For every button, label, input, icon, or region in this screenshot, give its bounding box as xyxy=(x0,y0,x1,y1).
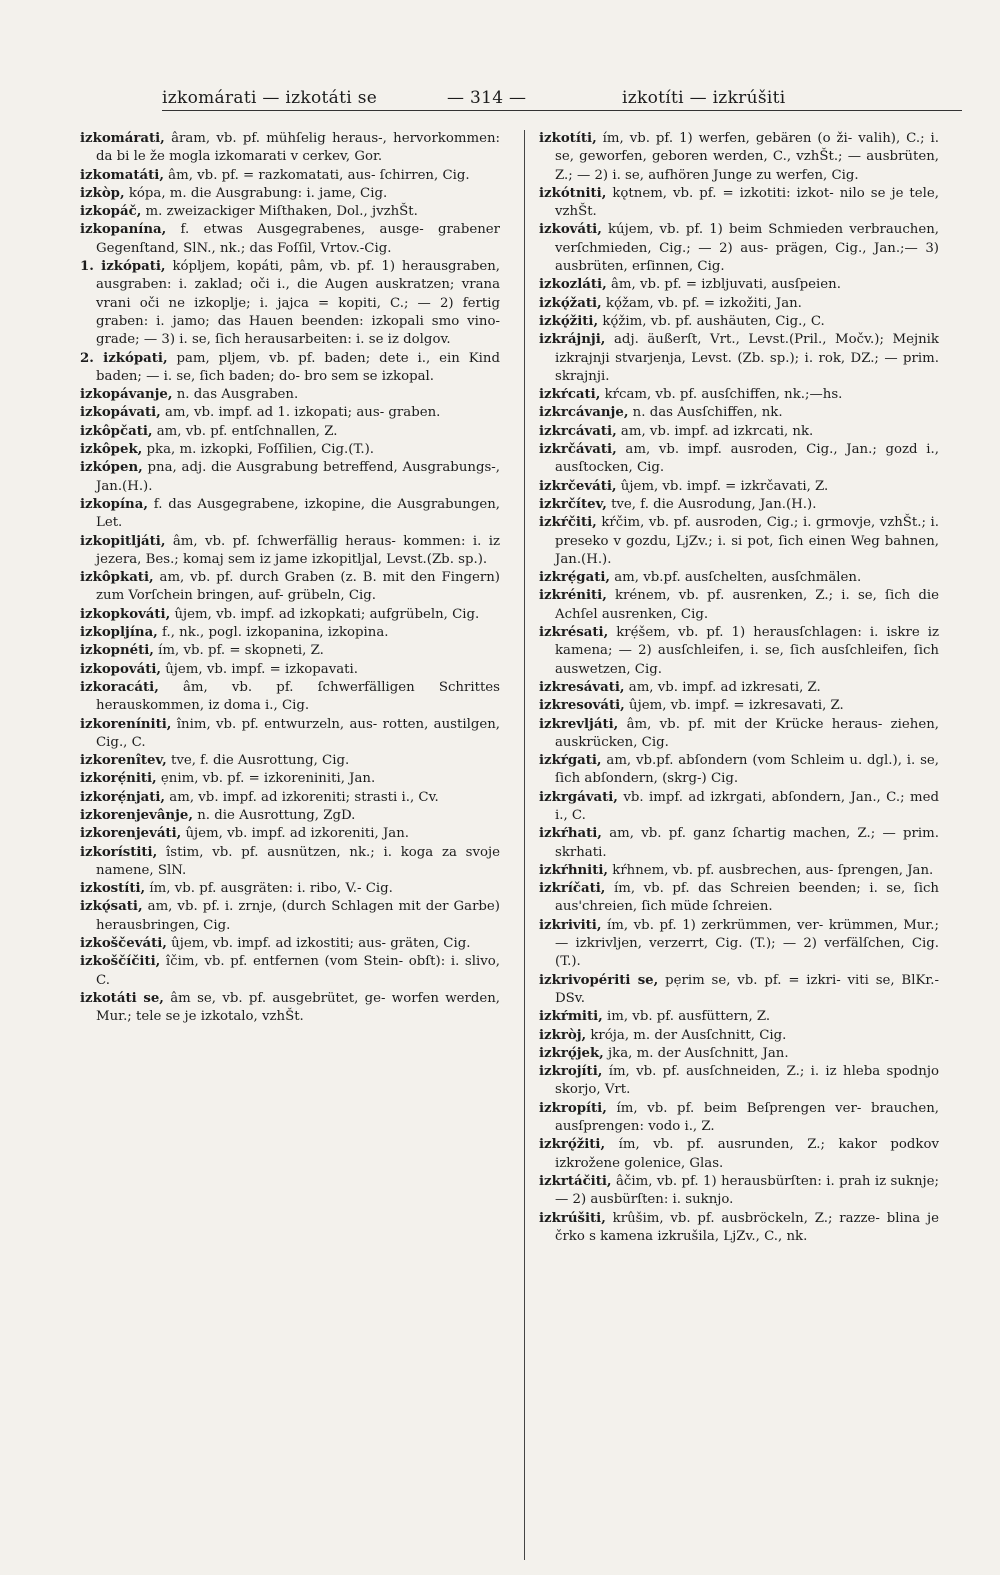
entry-definition: kópljem, kopáti, pâm, vb. pf. 1) herausgraben, ausgraben: i. zaklad; oči i., die Augen auskratzen; vrana vrani oči ne izkoplje; i. jajca = kopiti, C.; — 2) fertig graben: i. jamo; das Hauen beenden: izkopali smo vino- grade; — 3) i. se, ſich herausarbeiten: i. se iz dolgov. xyxy=(96,259,501,348)
dictionary-entry xyxy=(539,295,939,313)
entry-definition: îčim, vb. pf. entfernen (vom Stein- obſt): i. slivo, C. xyxy=(96,954,500,988)
dictionary-entry xyxy=(539,276,939,294)
dictionary-entry xyxy=(80,624,500,642)
entry-headword: izkrúšiti, xyxy=(539,1210,606,1226)
entry-definition: kópa, m. die Ausgrabung: i. jame, Cig. xyxy=(124,185,388,201)
dictionary-entry xyxy=(539,1136,939,1173)
entry-definition: am, vb. impf. ad izkrcati, nk. xyxy=(616,423,814,439)
entry-definition: kǫtnem, vb. pf. = izkotiti: izkot- nilo se je tele, vzhŠt. xyxy=(555,185,939,220)
entry-headword: izkópen, xyxy=(80,460,143,476)
entry-headword: izkresávati, xyxy=(539,679,625,695)
entry-definition: âčim, vb. pf. 1) herausbürſten: i. prah iz suknje; — 2) ausbürſten: i. suknjo. xyxy=(555,1173,939,1208)
running-head xyxy=(102,74,920,108)
entry-headword: izkŕčiti, xyxy=(539,515,597,531)
entry-headword: izkriviti, xyxy=(539,917,602,933)
entry-headword: izkrivopériti se, xyxy=(539,972,659,988)
entry-headword: izkopáč, xyxy=(80,204,142,220)
dictionary-entry xyxy=(539,880,939,917)
entry-definition: vb. impf. ad izkrgati, abſondern, Jan., C.; med i., C. xyxy=(555,789,939,823)
entry-headword: izkrẹ́gati, xyxy=(539,570,611,586)
entry-definition: âm, vb. pf. mit der Krücke heraus- ziehen, auskrücken, Cig. xyxy=(555,716,939,750)
entry-headword: 2. izkópati, xyxy=(80,350,168,366)
entry-headword: izkŕhniti, xyxy=(539,862,609,878)
dictionary-entry xyxy=(80,441,500,459)
entry-definition: ím, vb. pf. ausgräten: i. ribo, V.- Cig. xyxy=(145,881,393,897)
dictionary-entry xyxy=(539,313,939,331)
dictionary-entry xyxy=(80,167,500,185)
dictionary-entry xyxy=(80,661,500,679)
dictionary-entry xyxy=(80,569,500,606)
dictionary-entry xyxy=(539,825,939,862)
entry-definition: m. zweizackiger Miſthaken, Dol., jvzhŠt. xyxy=(141,204,418,220)
dictionary-entry xyxy=(539,1008,939,1026)
dictionary-entry xyxy=(80,423,500,441)
entry-definition: âm, vb. pf. = izbljuvati, ausſpeien. xyxy=(606,277,841,293)
dictionary-entry xyxy=(80,953,500,990)
entry-headword: izkorenjevânje, xyxy=(80,807,193,823)
entry-definition: am, vb. pf. i. zrnje, (durch Schlagen mit der Garbe) herausbringen, Cig. xyxy=(96,899,500,933)
dictionary-entry xyxy=(539,1027,939,1045)
dictionary-entry xyxy=(80,258,500,349)
entry-headword: izkǫ́žati, xyxy=(539,295,602,311)
entry-definition: pam, pljem, vb. pf. baden; dete i., ein Kind baden; — i. se, ſich baden; do- bro sem se izkopal. xyxy=(96,350,500,384)
dictionary-entry xyxy=(539,441,939,478)
entry-headword: izkrojíti, xyxy=(539,1064,603,1080)
entry-headword: izkŕgati, xyxy=(539,753,602,769)
entry-headword: izkorístiti, xyxy=(80,844,158,860)
entry-definition: n. das Ausgraben. xyxy=(172,387,299,403)
entry-headword: izkropíti, xyxy=(539,1100,607,1116)
entry-headword: izkorẹ́niti, xyxy=(80,771,157,787)
dictionary-entry xyxy=(539,331,939,386)
dictionary-entry xyxy=(80,679,500,716)
entry-headword: izkoščeváti, xyxy=(80,936,167,952)
entry-definition: ûjem, vb. impf. ad izkoreniti, Jan. xyxy=(181,826,409,842)
header-left-range: izkomárati — izkotáti se xyxy=(162,88,378,108)
entry-definition: kǫ́žam, vb. pf. = izkožiti, Jan. xyxy=(601,295,802,311)
entry-definition: n. die Ausrottung, ZgD. xyxy=(193,807,356,823)
dictionary-entry xyxy=(80,880,500,898)
entry-headword: izkopováti, xyxy=(80,661,162,677)
entry-definition: am, vb. impf. ad izkoreniti; strasti i., Cv. xyxy=(165,789,439,805)
dictionary-entry xyxy=(80,935,500,953)
dictionary-entry xyxy=(80,130,500,167)
entry-definition: âm, vb. pf. = razkomatati, aus- ſchirren, Cig. xyxy=(163,167,470,183)
dictionary-entry xyxy=(539,1100,939,1137)
entry-definition: kǫ́žim, vb. pf. aushäuten, Cig., C. xyxy=(598,313,825,329)
entry-headword: izkopína, xyxy=(80,496,148,512)
entry-definition: n. das Ausſchiffen, nk. xyxy=(628,405,783,421)
header-rule xyxy=(162,110,962,111)
entry-headword: izkorenîtev, xyxy=(80,753,167,769)
entry-definition: kújem, vb. pf. 1) beim Schmieden verbrauchen, verſchmieden, Cig.; — 2) aus- prägen, Cig., Jan.;— 3) ausbrüten, erſinnen, Cig. xyxy=(555,222,939,275)
entry-headword: izkŕhati, xyxy=(539,826,602,842)
entry-definition: âram, vb. pf. mühſelig heraus-, hervorkommen: da bi le že mogla izkomarati v cerkev, Gor. xyxy=(96,131,500,165)
dictionary-entry xyxy=(539,789,939,826)
entry-definition: ím, vb. pf. 1) zerkrümmen, ver- krümmen, Mur.; — izkrivljen, verzerrt, Cig. (T.); — 2) verfälſchen, Cig.(T.). xyxy=(555,917,939,970)
entry-definition: ûjem, vb. impf. = izkopavati. xyxy=(161,661,359,677)
entry-headword: izkréniti, xyxy=(539,588,607,604)
entry-definition: kŕhnem, vb. pf. ausbrechen, aus- ſprengen, Jan. xyxy=(608,862,934,878)
entry-headword: izkrtáčiti, xyxy=(539,1173,612,1189)
dictionary-entry xyxy=(539,478,939,496)
entry-headword: izkôpčati, xyxy=(80,423,153,439)
entry-headword: izkòp, xyxy=(80,185,125,201)
dictionary-entry xyxy=(539,386,939,404)
dictionary-entry xyxy=(80,825,500,843)
entry-headword: izkopljína, xyxy=(80,625,158,641)
dictionary-entry xyxy=(80,203,500,221)
entry-definition: krûšim, vb. pf. ausbröckeln, Z.; razze- blina je črko s kamena izkrušila, LjZv., C., nk. xyxy=(555,1210,939,1244)
entry-headword: izkováti, xyxy=(539,222,602,238)
entry-headword: izkríčati, xyxy=(539,881,606,897)
dictionary-entry xyxy=(539,221,939,276)
entry-headword: izkozláti, xyxy=(539,277,607,293)
entry-definition: am, vb. impf. ad 1. izkopati; aus- graben. xyxy=(160,405,441,421)
entry-headword: izkostíti, xyxy=(80,881,146,897)
entry-headword: izkrevljáti, xyxy=(539,716,619,732)
header-right-range: izkotíti — izkrúšiti xyxy=(622,88,786,108)
entry-definition: ûjem, vb. impf. = izkrčavati, Z. xyxy=(616,478,829,494)
entry-headword: izkoščíčiti, xyxy=(80,954,161,970)
dictionary-entry xyxy=(539,679,939,697)
entry-definition: kŕčim, vb. pf. ausroden, Cig.; i. grmovje, vzhŠt.; i. preseko v gozdu, LjZv.; i. si pot, ſich einen Weg bahnen, Jan.(H.). xyxy=(555,515,939,567)
entry-headword: izkótniti, xyxy=(539,185,607,201)
entry-headword: izkrǫ́žiti, xyxy=(539,1137,606,1153)
dictionary-entry xyxy=(539,130,939,185)
entry-headword: izkrcávati, xyxy=(539,423,617,439)
entry-headword: izkotáti se, xyxy=(80,990,164,1006)
entry-definition: ím, vb. pf. 1) werfen, gebären (o ži- valih), C.; i. se, geworfen, geboren werden, C., vzhŠt.; — ausbrüten, Z.; — 2) i. se, aufhören Junge zu werfen, Cig. xyxy=(555,131,939,183)
entry-headword: izkrájnji, xyxy=(539,332,606,348)
entry-headword: izkresováti, xyxy=(539,698,625,714)
dictionary-entry xyxy=(539,624,939,679)
dictionary-entry xyxy=(539,1063,939,1100)
entry-headword: izkomárati, xyxy=(80,131,165,146)
entry-definition: ûjem, vb. impf. = izkresavati, Z. xyxy=(624,698,844,714)
entry-headword: izkròj, xyxy=(539,1027,587,1043)
dictionary-entry xyxy=(80,789,500,807)
left-column xyxy=(80,130,508,1560)
entry-definition: am, vb. impf. ad izkresati, Z. xyxy=(624,679,821,695)
dictionary-entry xyxy=(539,514,939,569)
entry-definition: am, vb. pf. durch Graben (z. B. mit den Fingern) zum Vorſchein bringen, auf- grübeln, Cig. xyxy=(96,570,500,604)
entry-definition: ím, vb. pf. ausſchneiden, Z.; i. iz hleba spodnjo skorjo, Vrt. xyxy=(555,1064,939,1098)
entry-definition: ẹnim, vb. pf. = izkoreniniti, Jan. xyxy=(156,771,376,787)
entry-definition: krẹ́šem, vb. pf. 1) herausſchlagen: i. iskre iz kamena; — 2) ausſchleifen, i. se, ſich ausſchleifen, ſich auswetzen, Cig. xyxy=(555,625,939,677)
dictionary-entry xyxy=(539,697,939,715)
dictionary-entry xyxy=(80,770,500,788)
entry-definition: tve, f. die Ausrottung, Cig. xyxy=(166,753,350,769)
right-column xyxy=(524,130,939,1560)
entry-definition: am, vb.pf. ausſchelten, ausſchmälen. xyxy=(610,570,862,586)
entry-definition: jka, m. der Ausſchnitt, Jan. xyxy=(603,1045,789,1061)
entry-headword: izkoreníniti, xyxy=(80,716,172,732)
dictionary-entry xyxy=(80,642,500,660)
dictionary-entry xyxy=(539,752,939,789)
entry-definition: âm, vb. pf. ſchwerfällig heraus- kommen: i. iz jezera, Bes.; komaj sem iz jame izkopitljal, Levst.(Zb. sp.). xyxy=(96,533,500,567)
entry-definition: ím, vb. pf. das Schreien beenden; i. se, ſich aus'chreien, ſich müde ſchreien. xyxy=(555,881,939,915)
dictionary-entry xyxy=(80,752,500,770)
entry-definition: am, vb. impf. ausroden, Cig., Jan.; gozd i., ausſtocken, Cig. xyxy=(555,442,939,476)
entry-headword: izkorenjeváti, xyxy=(80,826,182,842)
entry-headword: izkôpkati, xyxy=(80,570,154,586)
entry-definition: âm se, vb. pf. ausgebrütet, ge- worfen werden, Mur.; tele se je izkotalo, vzhŠt. xyxy=(96,990,500,1025)
entry-headword: izkrésati, xyxy=(539,625,609,641)
entry-definition: f., nk., pogl. izkopanina, izkopina. xyxy=(157,625,389,641)
page-number: — 314 — xyxy=(447,88,527,108)
entry-headword: izkopitljáti, xyxy=(80,533,166,549)
dictionary-entry xyxy=(539,423,939,441)
entry-definition: ûjem, vb. impf. ad izkopkati; aufgrübeln, Cig. xyxy=(170,606,480,622)
entry-definition: ûjem, vb. impf. ad izkostiti; aus- gräten, Cig. xyxy=(166,936,471,952)
dictionary-entry xyxy=(539,587,939,624)
entry-definition: f. das Ausgegrabene, izkopine, die Ausgrabungen, Let. xyxy=(96,496,500,531)
entry-headword: izkrčávati, xyxy=(539,442,617,458)
entry-definition: kŕcam, vb. pf. ausſchiffen, nk.;—hs. xyxy=(600,387,843,403)
dictionary-entry xyxy=(539,862,939,880)
entry-headword: izkrčeváti, xyxy=(539,478,617,494)
entry-definition: krója, m. der Ausſchnitt, Cig. xyxy=(586,1027,787,1043)
entry-definition: îstim, vb. pf. ausnützen, nk.; i. koga za svoje namene, SlN. xyxy=(96,844,500,878)
columns xyxy=(80,130,940,1560)
entry-headword: izkrčítev, xyxy=(539,496,607,512)
entry-headword: izkŕmiti, xyxy=(539,1009,603,1025)
entry-headword: izkŕcati, xyxy=(539,387,601,403)
dictionary-entry xyxy=(80,350,500,387)
dictionary-entry xyxy=(80,898,500,935)
entry-definition: âm, vb. pf. ſchwerfälligen Schrittes herauskommen, iz doma i., Cig. xyxy=(96,679,500,714)
dictionary-entry xyxy=(80,606,500,624)
entry-definition: pka, m. izkopki, Foſſilien, Cig.(T.). xyxy=(142,442,375,458)
dictionary-entry xyxy=(539,496,939,514)
entry-definition: f. etwas Ausgegrabenes, ausge- grabener Gegenſtand, SlN., nk.; das Foſſil, Vrtov.-Cig. xyxy=(96,222,500,256)
entry-definition: ím, vb. pf. beim Beſprengen ver- brauchen, ausſprengen: vodo i., Z. xyxy=(555,1100,939,1135)
entry-definition: pẹrim se, vb. pf. = izkri- viti se, BlKr.-DSv. xyxy=(555,972,940,1006)
dictionary-entry xyxy=(539,1045,939,1063)
entry-definition: înim, vb. pf. entwurzeln, aus- rotten, austilgen, Cig., C. xyxy=(96,716,500,750)
entry-definition: ím, vb. pf. ausrunden, Z.; kakor podkov izkrožene golenice, Glas. xyxy=(555,1137,939,1171)
dictionary-entry xyxy=(539,569,939,587)
entry-headword: izkrgávati, xyxy=(539,789,618,805)
dictionary-entry xyxy=(80,185,500,203)
entry-headword: izkopnéti, xyxy=(80,643,154,659)
entry-headword: izkoracáti, xyxy=(80,679,159,695)
dictionary-entry xyxy=(80,844,500,881)
dictionary-entry xyxy=(80,404,500,422)
entry-headword: izkomatáti, xyxy=(80,167,164,183)
entry-headword: izkotíti, xyxy=(539,131,597,146)
dictionary-entry xyxy=(80,807,500,825)
entry-definition: pna, adj. die Ausgrabung betreffend, Ausgrabungs-, Jan.(H.). xyxy=(96,460,500,494)
entry-headword: izkopkováti, xyxy=(80,606,171,622)
entry-headword: izkǫ́sati, xyxy=(80,899,143,915)
entry-definition: am, vb. pf. entſchnallen, Z. xyxy=(152,423,338,439)
entry-headword: izkopanína, xyxy=(80,222,167,238)
dictionary-entry xyxy=(539,972,939,1009)
entry-headword: izkopávati, xyxy=(80,405,161,421)
entry-headword: izkôpek, xyxy=(80,442,143,458)
entry-definition: krénem, vb. pf. ausrenken, Z.; i. se, ſich die Achſel ausrenken, Cig. xyxy=(555,588,939,622)
dictionary-entry xyxy=(80,221,500,258)
entry-headword: izkopávanje, xyxy=(80,387,173,403)
dictionary-entry xyxy=(80,459,500,496)
entry-headword: 1. izkópati, xyxy=(80,259,166,275)
dictionary-entry xyxy=(539,1210,939,1247)
dictionary-entry xyxy=(539,716,939,753)
dictionary-entry xyxy=(539,917,939,972)
dictionary-entry xyxy=(539,404,939,422)
entry-definition: ím, vb. pf. = skopneti, Z. xyxy=(153,643,324,659)
entry-definition: am, vb. pf. ganz ſchartig machen, Z.; — prim. skrhati. xyxy=(555,826,939,860)
entry-headword: izkorẹ́njati, xyxy=(80,789,166,805)
entry-definition: adj. äußerſt, Vrt., Levst.(Pril., Močv.); Mejnik izkrajnji stvarjenja, Levst. (Zb. sp.); i. rok, DZ.; — prim. skrajnji. xyxy=(555,332,939,384)
dictionary-entry xyxy=(80,496,500,533)
dictionary-entry xyxy=(80,386,500,404)
entry-headword: izkrǫ́jek, xyxy=(539,1045,604,1061)
dictionary-entry xyxy=(539,1173,939,1210)
dictionary-entry xyxy=(80,716,500,753)
entry-definition: im, vb. pf. ausfüttern, Z. xyxy=(602,1009,771,1025)
entry-headword: izkrcávanje, xyxy=(539,405,629,421)
dictionary-entry xyxy=(539,185,939,222)
dictionary-entry xyxy=(80,990,500,1027)
dictionary-entry xyxy=(80,533,500,570)
entry-definition: tve, f. die Ausrodung, Jan.(H.). xyxy=(606,496,817,512)
entry-headword: izkǫ́žiti, xyxy=(539,313,599,329)
entry-definition: am, vb.pf. abſondern (vom Schleim u. dgl.), i. se, ſich abſondern, (skrg-) Cig. xyxy=(555,753,939,787)
